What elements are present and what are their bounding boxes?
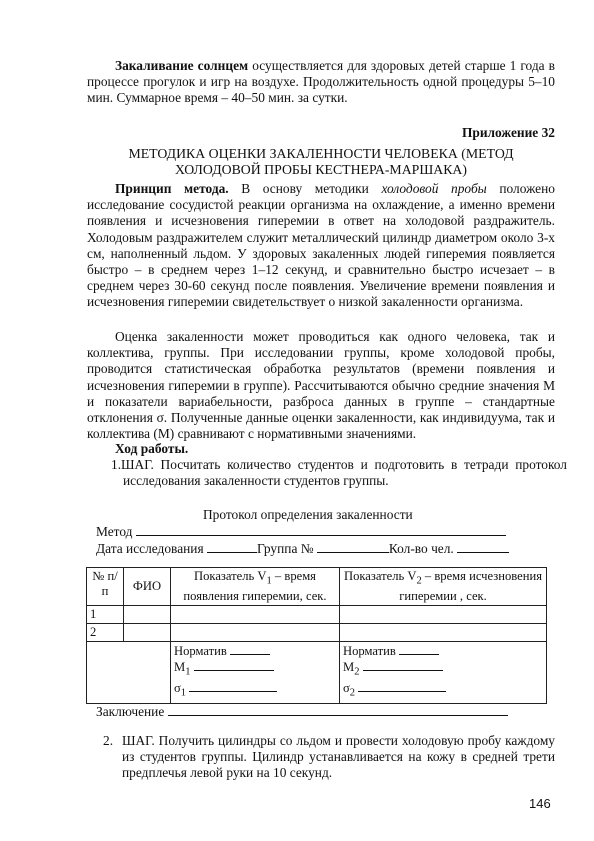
conclusion-blank: [168, 703, 508, 716]
header-v2-text: Показатель V: [343, 569, 417, 583]
row-1-fio: [124, 605, 171, 623]
step-2: [103, 733, 555, 782]
s2-label: σ: [343, 681, 350, 696]
row-2-fio: [124, 623, 171, 641]
m2-blank: [363, 659, 443, 671]
appendix-label: Приложение 32: [461, 125, 555, 140]
norm-cell-v1: [171, 641, 340, 703]
header-v1-rest: – время появления гиперемии, сек.: [183, 569, 327, 603]
row-1-v2: [340, 605, 547, 623]
s2-blank: [358, 680, 446, 692]
m1-line: [174, 659, 336, 681]
method-line: [96, 523, 506, 540]
s1-sub: 1: [180, 687, 187, 699]
method-title: МЕТОДИКА ОЦЕНКИ ЗАКАЛЕННОСТИ ЧЕЛОВЕКА (МЕТОД ХОЛОДОВОЙ ПРОБЫ КЕСТНЕРА-МАРШАКА): [128, 146, 514, 178]
count-blank: [457, 540, 509, 553]
row-2-v2: [340, 623, 547, 641]
row-1-num: 1: [87, 605, 124, 623]
norm-v2-line: [343, 643, 543, 659]
norm-v1-label: Норматив: [174, 643, 227, 658]
row-2-v1: [171, 623, 340, 641]
page-number: 146: [529, 796, 551, 811]
step-2-text: ШАГ. Получить цилиндры со льдом и провести холодовую пробу каждому из студентов группы. Цилиндр устанавливается на кожу в средней трети предплечья левой руки на 10 секунд.: [122, 733, 555, 781]
protocol-table: [86, 567, 547, 704]
conclusion-line: [96, 703, 508, 720]
date-line: [96, 540, 509, 557]
step-2-number: 2.: [103, 733, 114, 748]
header-num: № п/п: [87, 568, 124, 606]
header-v2-sub: 2: [416, 575, 422, 587]
table-header-row: [87, 568, 547, 606]
m2-sub: 2: [354, 666, 360, 678]
table-row: [87, 605, 547, 623]
s2-sub: 2: [349, 687, 356, 699]
norm-v2-label: Норматив: [343, 643, 396, 658]
protocol-title: Протокол определения закаленности: [203, 507, 413, 522]
s1-label: σ: [174, 681, 181, 696]
header-fio: ФИО: [124, 568, 171, 606]
s2-line: [343, 680, 543, 702]
norm-v1-line: [174, 643, 336, 659]
header-v2: [340, 568, 547, 606]
group-blank: [317, 540, 389, 553]
date-label: Дата исследования: [96, 541, 204, 556]
norm-cell-v2: [340, 641, 547, 703]
norm-v1-blank: [230, 643, 270, 655]
conclusion-label: Заключение: [96, 704, 165, 719]
header-v2-rest: – время исчезновения гиперемии , сек.: [399, 569, 542, 603]
method-label: Метод: [96, 524, 133, 539]
group-label: Группа №: [257, 541, 314, 556]
workflow-heading: Ход работы.: [115, 441, 189, 456]
principle-paragraph: [87, 181, 555, 311]
principle-italic: холодовой пробы: [381, 181, 487, 196]
m2-line: [343, 659, 543, 681]
intro-paragraph: [87, 58, 555, 107]
step-1: 1.ШАГ. Посчитать количество студентов и подготовить в тетради протокол исследования закаленности студентов группы.: [111, 457, 567, 489]
intro-text: осуществляется для здоровых детей старше 1 года в процессе прогулок и игр на воздухе. Продолжительность одной процедуры 5–10 мин. Суммарное время – 40–50 мин. за сутки.: [87, 58, 555, 106]
assessment-paragraph: Оценка закаленности может проводиться как одного человека, так и коллектива, группы. При исследовании группы, кроме холодовой пробы, проводится статистическая обработка результатов (времени появления и исчезновения гиперемии в группе). Рассчитываются обычно средние значения М и показатели вариабельности, разброса данных в группе – стандартные отклонения σ. Полученные данные оценки закаленности, как индивидуума, так и коллектива (М) сравнивают с нормативными значениями.: [87, 329, 555, 442]
method-blank: [136, 523, 506, 536]
header-v1-sub: 1: [266, 575, 272, 587]
m1-sub: 1: [185, 666, 191, 678]
header-v1: [171, 568, 340, 606]
principle-pre: В основу методики: [228, 181, 382, 196]
m1-label: M: [174, 659, 186, 674]
table-row: [87, 623, 547, 641]
intro-bold: Закаливание солнцем: [115, 58, 249, 73]
date-blank: [207, 540, 257, 553]
norm-empty-cell: [87, 641, 171, 703]
row-1-v1: [171, 605, 340, 623]
header-v1-text: Показатель V: [194, 569, 267, 583]
s1-blank: [189, 680, 277, 692]
s1-line: [174, 680, 336, 702]
principle-post: положено исследование сосудистой реакции организма на охлаждение, а именно времени появления и исчезновения гиперемии в ответ на холодовой раздражитель. Холодовым раздражителем служит металлический цилиндр диаметром около 3-х см, наполненный льдом. У здоровых закаленных людей гиперемия появляется быстро – в среднем через 1–12 секунд, и сравнительно быстро исчезает – в среднем через 30-60 секунд после появления. Увеличение времени появления и исчезновения гиперемии свидетельствует о низкой закаленности организма.: [87, 181, 555, 310]
norm-v2-blank: [399, 643, 439, 655]
count-label: Кол-во чел.: [388, 541, 454, 556]
m2-label: M: [343, 659, 355, 674]
row-2-num: 2: [87, 623, 124, 641]
norm-row: [87, 641, 547, 703]
principle-bold: Принцип метода.: [115, 181, 229, 196]
m1-blank: [194, 659, 274, 671]
